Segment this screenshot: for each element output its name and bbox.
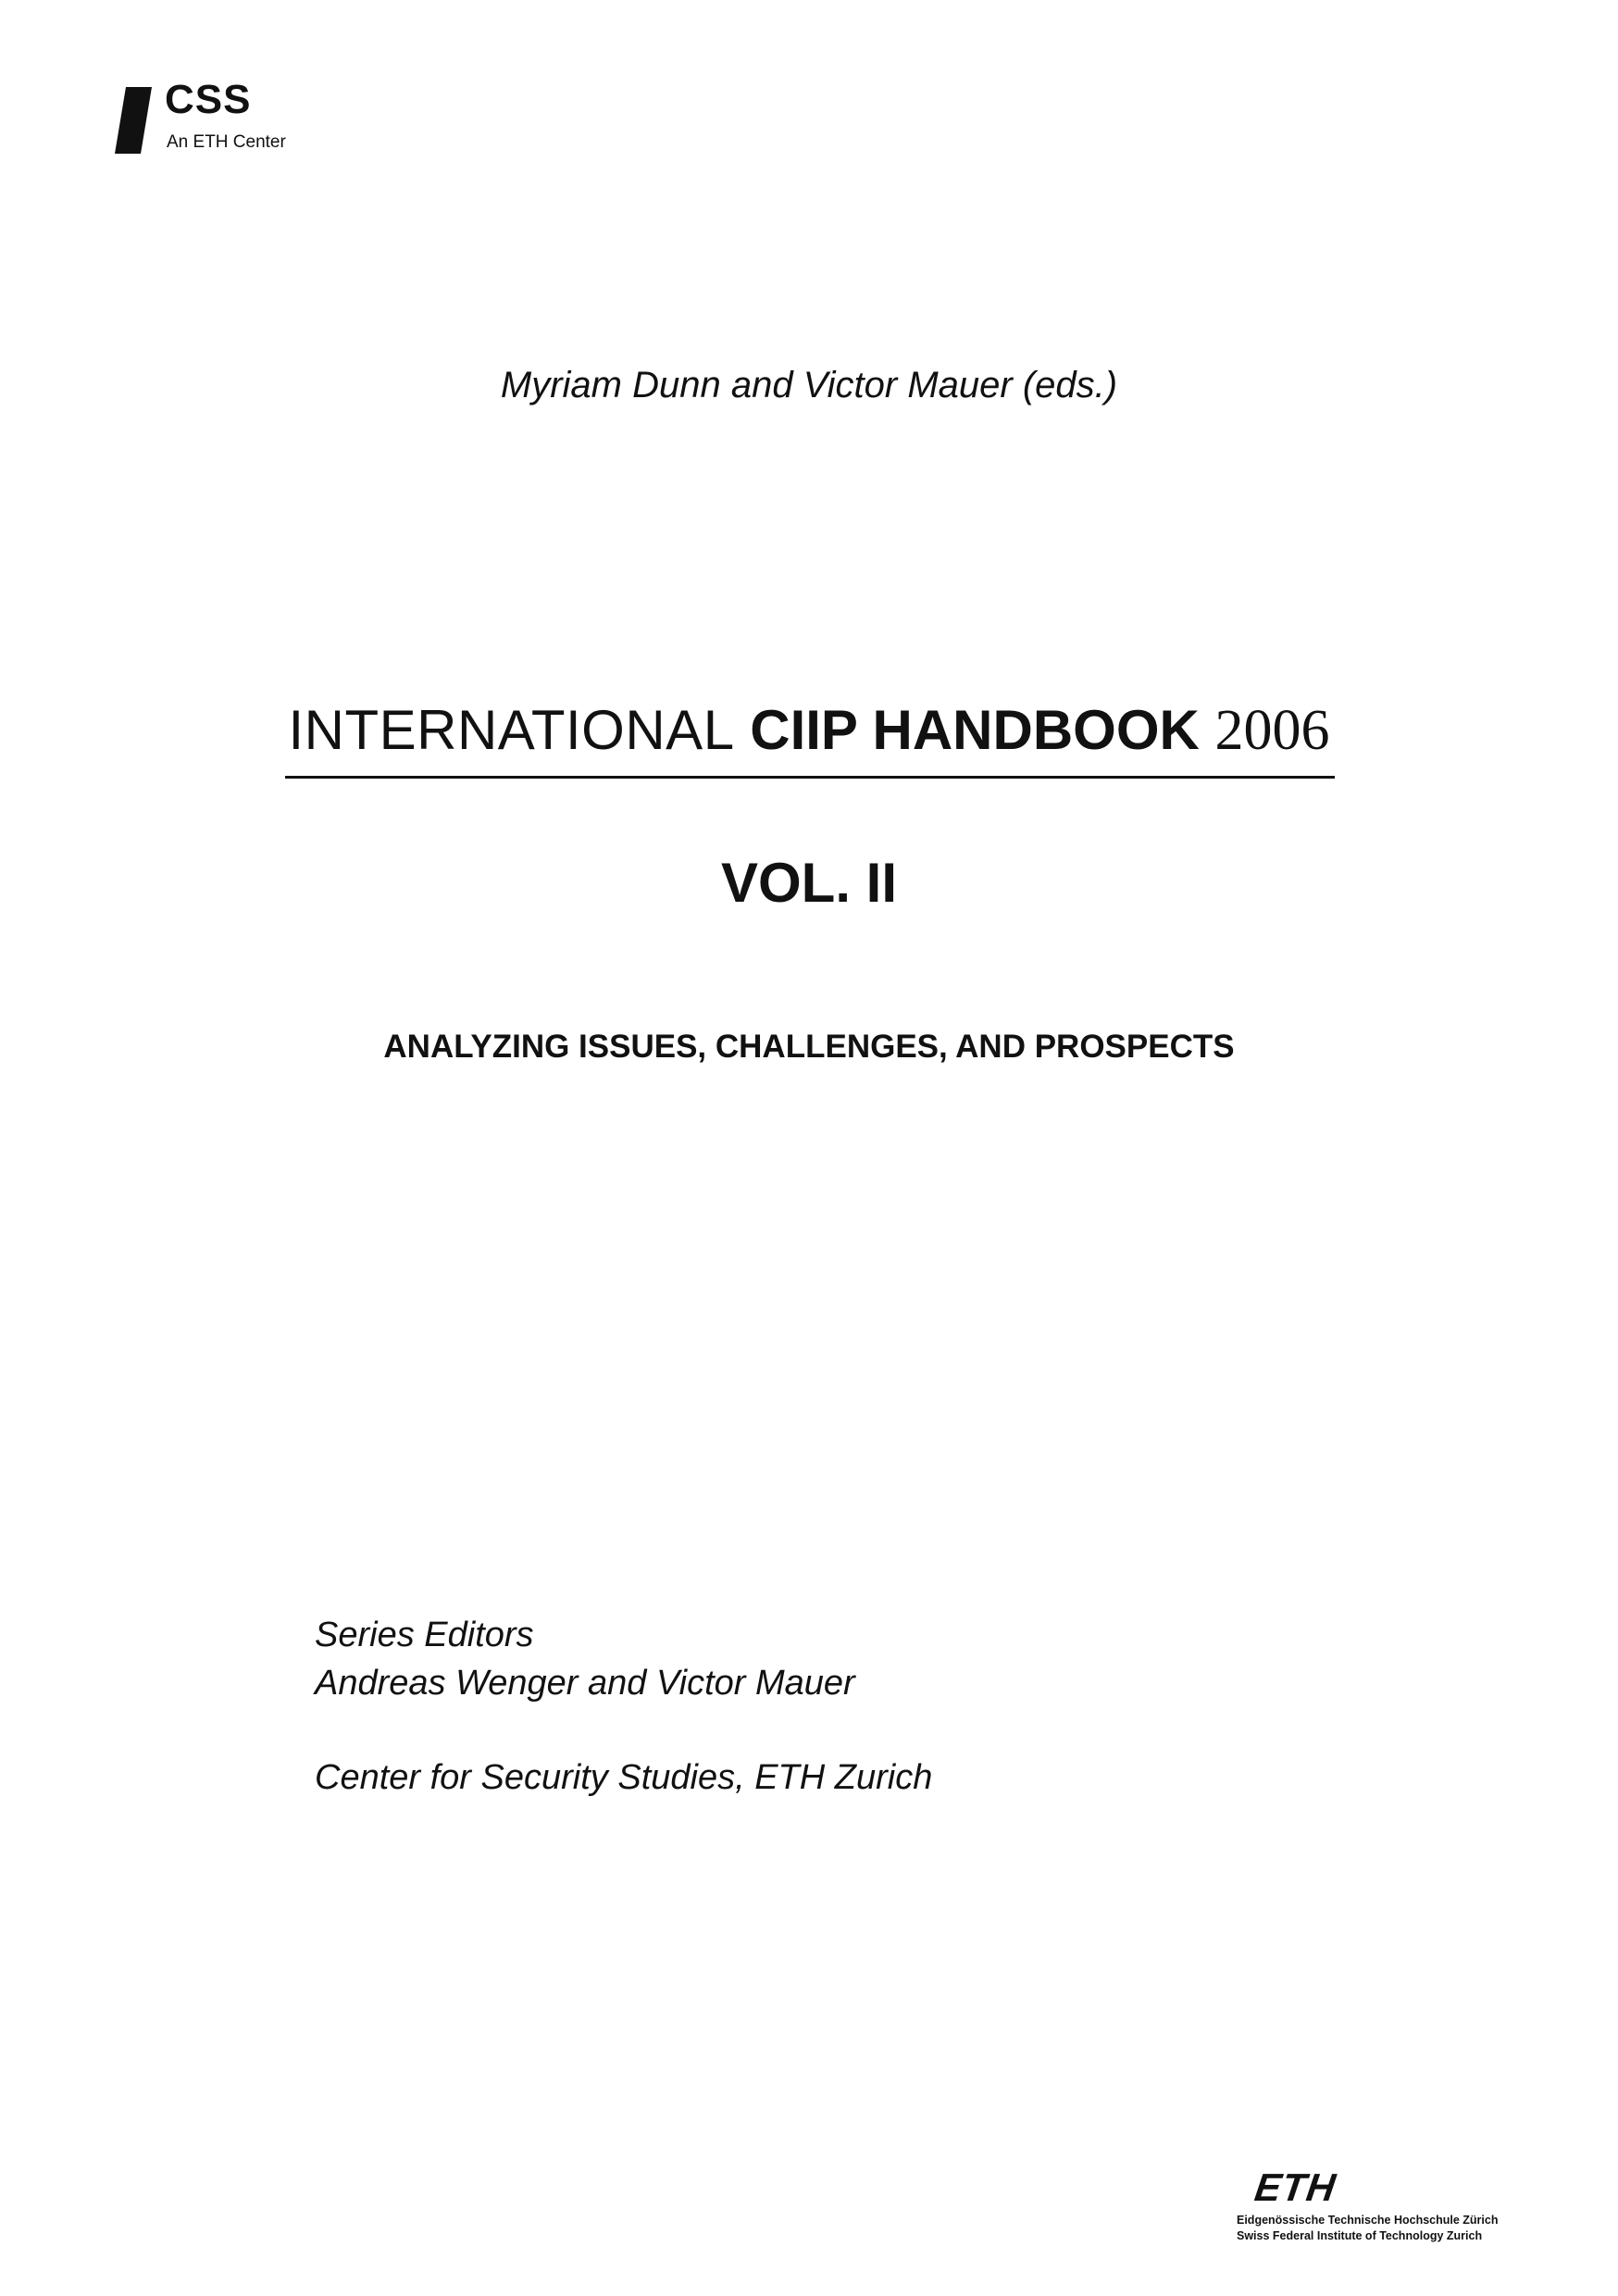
series-institution: Center for Security Studies, ETH Zurich [315,1758,933,1797]
volume-number: VOL. II [720,852,898,914]
css-slash-icon [115,87,152,154]
css-logo [115,77,337,159]
eth-logo [1237,2165,1542,2242]
css-logo-tagline: An ETH Center [167,132,286,152]
title-year: 2006 [1214,699,1330,762]
series-block [315,1611,932,1802]
volume-editors: Myriam Dunn and Victor Mauer (eds.) [500,365,1118,406]
series-editor-names: Andreas Wenger and Victor Mauer [315,1664,855,1703]
css-logo-name: CSS [165,77,252,122]
eth-logo-line-german: Eidgenössische Technische Hochschule Zürich [1237,2214,1499,2227]
title-bold: CIIP HANDBOOK [750,699,1200,761]
eth-logo-line-english: Swiss Federal Institute of Technology Zurich [1237,2229,1483,2242]
title-prefix: INTERNATIONAL [288,699,735,761]
book-title [0,696,1618,765]
eth-logo-name: ETH [1251,2165,1339,2209]
book-subtitle: ANALYZING ISSUES, CHALLENGES, AND PROSPECTS [383,1029,1235,1065]
series-heading: Series Editors [315,1616,534,1654]
title-underline [285,776,1335,779]
